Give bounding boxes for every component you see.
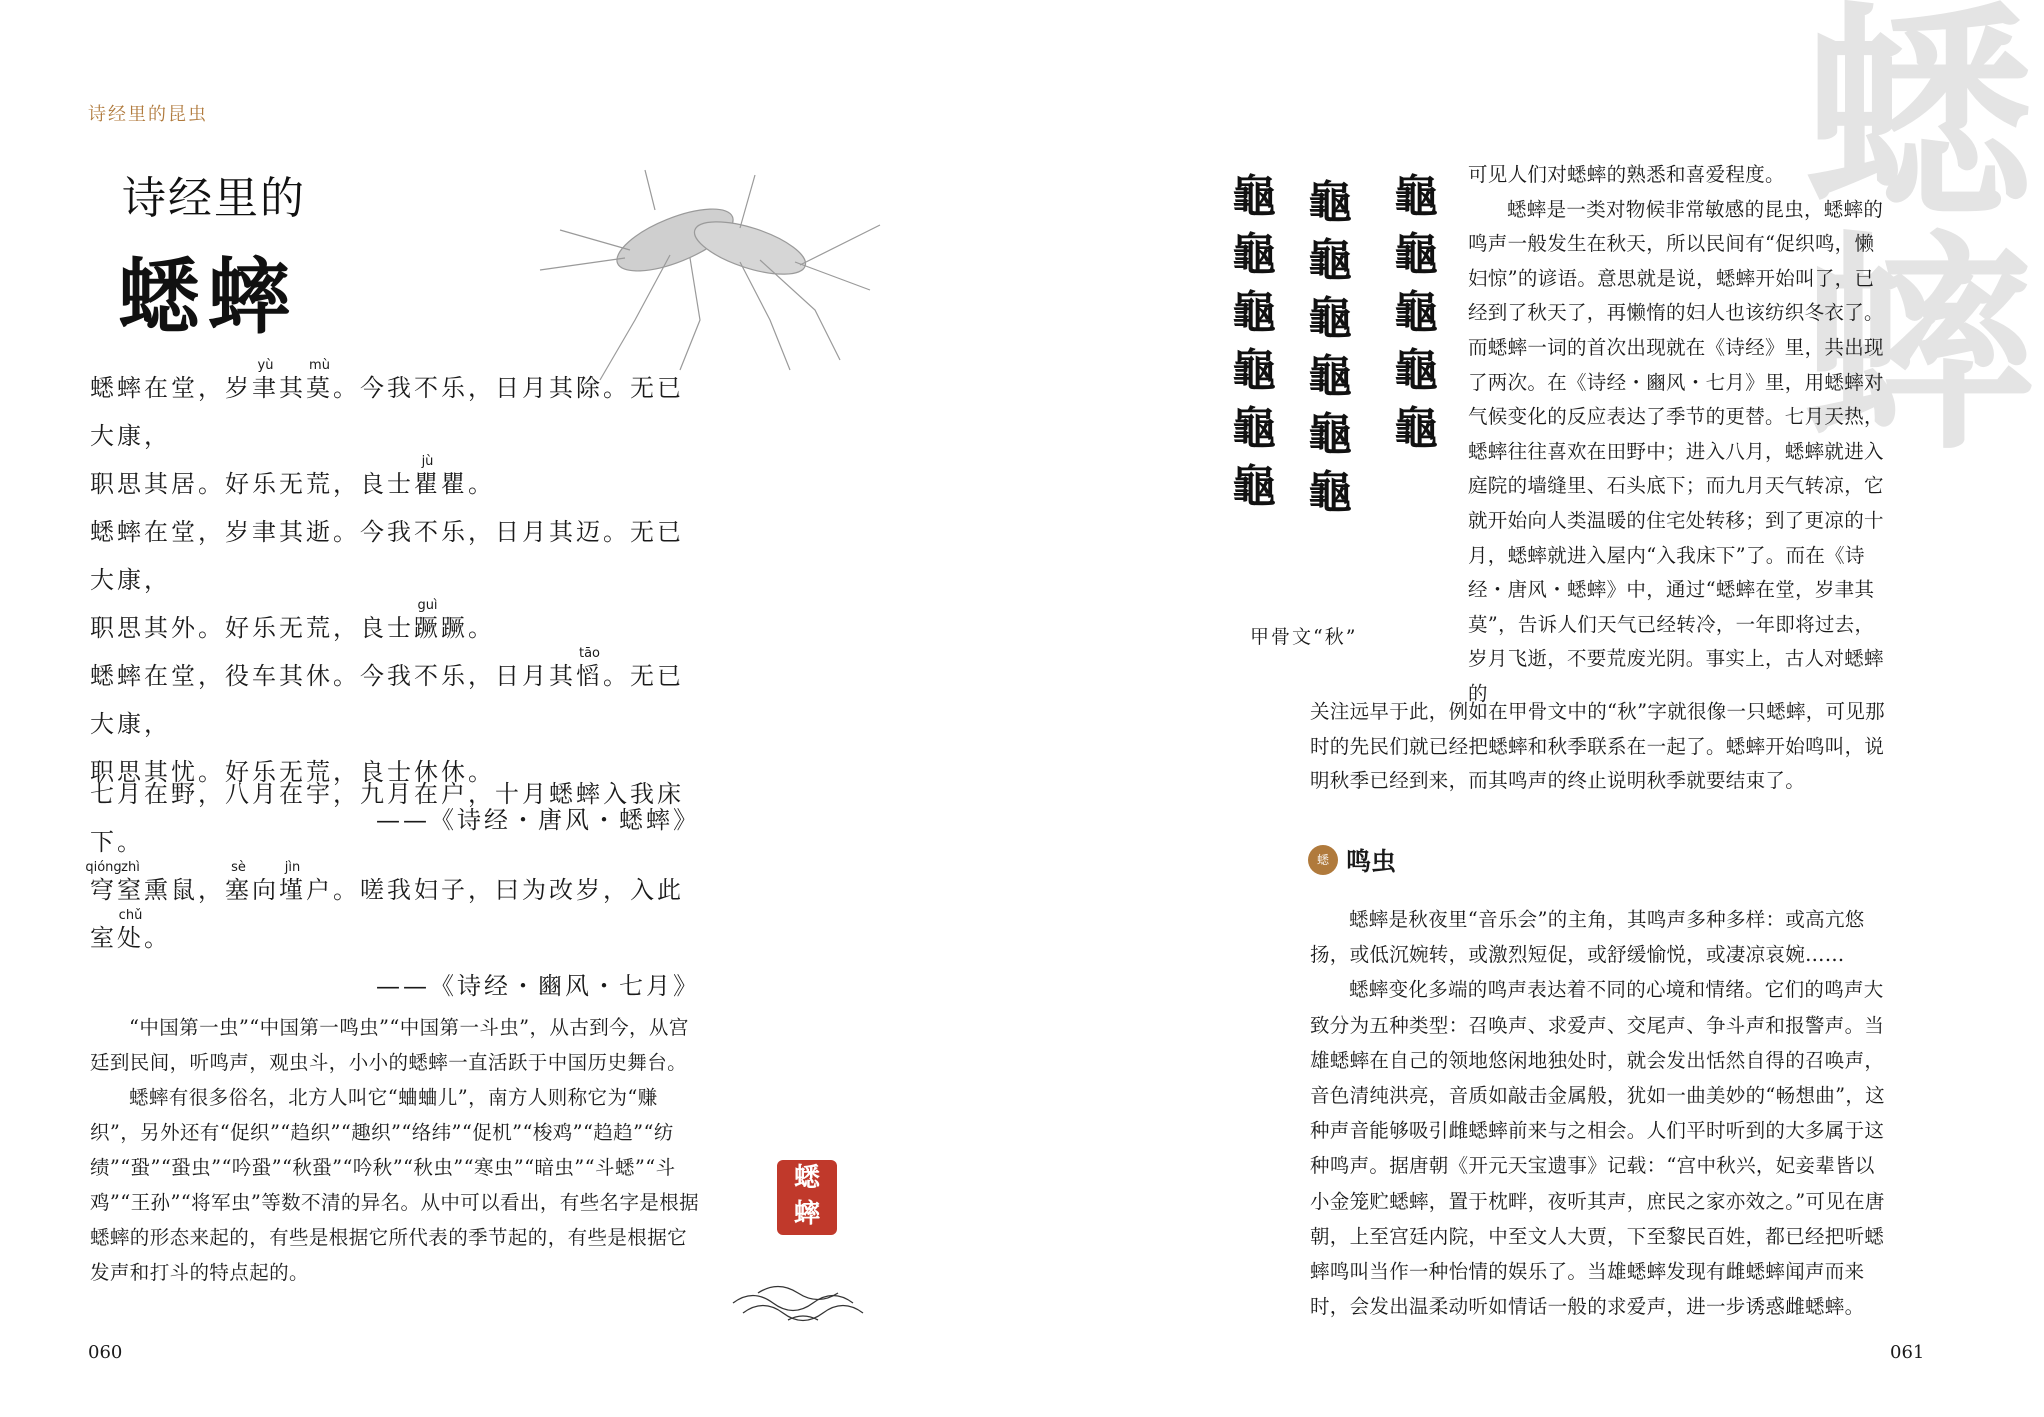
running-head: 诗经里的昆虫 [88,104,208,125]
paragraph: 关注远早于此，例如在甲骨文中的“秋”字就很像一只蟋蟀，可见那时的先民们就已经把蟋蟀和秋季联系在一起了。蟋蟀开始鸣叫，说明秋季已经到来，而其鸣声的终止说明秋季就要结束了。 [1310,700,1885,793]
poem-line: 蟋蟀在堂，岁聿其逝。今我不乐，日月其迈。无已大康， [90,518,684,594]
oracle-caption: 甲骨文“秋” [1250,626,1358,648]
title-prefix: 诗经里的 [122,173,306,224]
annotated-char: 塞 sè [225,860,252,904]
oracle-column-2 [1290,174,1370,522]
watermark-char: 蟀 [1803,210,2034,480]
oracle-glyph: 龜 [1308,177,1352,228]
pinyin-annotation: mù [309,358,330,373]
oracle-glyph: 龜 [1232,403,1276,454]
oracle-glyph: 龜 [1232,287,1276,338]
poem-line: 七月在野，八月在宇，九月在户，十月蟋蟀入我床下。 [90,780,684,856]
oracle-glyph: 龜 [1394,345,1438,396]
pinyin-annotation: chǔ [118,908,143,923]
section-title: 鸣虫 [1346,847,1397,876]
annotated-char: 聿 yù [252,358,279,402]
oracle-glyph: 龜 [1232,229,1276,280]
paragraph: 可见人们对蟋蟀的熟悉和喜爱程度。 [1468,163,1785,186]
pinyin-annotation: jìn [284,860,301,875]
poem-source: ——《诗经・唐风・蟋蟀》 [376,806,700,834]
right-body-wide [1310,695,1885,799]
annotated-char: 瞿 jù [414,454,441,498]
cricket-illustration [540,170,880,385]
oracle-glyph: 龜 [1394,403,1438,454]
pinyin-annotation: qióng [85,860,122,875]
section-body [1310,902,1888,1324]
section-badge-icon: 蟋 [1308,845,1338,875]
pinyin-annotation: guì [417,598,438,613]
annotated-char: 墐 jìn [279,860,306,904]
paragraph: 蟋蟀有很多俗名，北方人叫它“蛐蛐儿”，南方人则称它为“赚织”，另外还有“促织”“趋织”“趣织”“络纬”“促机”“梭鸡”“趋趋”“纺绩”“蛩”“蛩虫”“吟蛩”“秋蛩”“吟秋”“秋虫”“寒虫”“暗虫”“斗蟋”“斗鸡”“王孙”“将军虫”等数不清的异名。从中可以看出，有些名字是根据蟋蟀的形态来起的，有些是根据它所代表的季节起的，有些是根据它发声和打斗的特点起的。 [90,1086,700,1284]
red-seal-stamp [777,1160,837,1235]
poem-source: ——《诗经・豳风・七月》 [376,972,700,1000]
left-body-text [90,1010,702,1290]
poem-line: 职思其居。好乐无荒，良士瞿 jù 瞿。 [90,460,700,508]
oracle-glyph: 龜 [1308,235,1352,286]
poem-line: 穹 qióng 窒 zhì 熏鼠，塞 sè 向墐 jìn 户。嗟我妇子，曰为改岁，入此 [90,866,700,914]
page-title: 蟋蟀 [118,249,299,345]
pinyin-annotation: jù [421,454,434,469]
oracle-glyph: 龜 [1232,461,1276,512]
oracle-glyph: 龜 [1308,467,1352,518]
oracle-column-3 [1376,168,1456,458]
poem-line: 职思其忧。好乐无荒，良士休休。 [90,758,495,786]
poem-line: 室处 chǔ 。 [90,914,700,962]
pinyin-annotation: yù [257,358,274,373]
annotated-char: 莫 mù [306,358,333,402]
oracle-column-1 [1214,168,1294,516]
pinyin-annotation: zhì [121,860,140,875]
annotated-char: 穹 qióng [85,860,122,904]
annotated-char: 蹶 guì [414,598,441,642]
right-body-narrow [1468,158,1886,712]
page-number-right: 061 [1890,1342,1925,1363]
annotated-char: 处 chǔ [117,908,144,952]
annotated-char: 慆 tāo [576,646,603,690]
poem-line: 蟋蟀在堂，岁聿 yù 其莫 mù 。今我不乐，日月其除。无已大康， [90,358,684,450]
oracle-glyph: 龜 [1394,171,1438,222]
annotated-char: 窒 zhì [117,860,144,904]
seal-glyph: 蟋 [793,1163,820,1193]
wave-ornament [728,1268,868,1328]
paragraph: “中国第一虫”“中国第一鸣虫”“中国第一斗虫”，从古到今，从宫廷到民间，听鸣声，观虫斗，小小的蟋蟀一直活跃于中国历史舞台。 [90,1016,689,1074]
paragraph: 蟋蟀是秋夜里“音乐会”的主角，其鸣声多种多样：或高亢悠扬，或低沉婉转，或激烈短促，或舒缓愉悦，或凄凉哀婉…… [1310,908,1865,967]
paragraph: 蟋蟀变化多端的鸣声表达着不同的心境和情绪。它们的鸣声大致分为五种类型：召唤声、求爱声、交尾声、争斗声和报警声。当雄蟋蟀在自己的领地悠闲地独处时，就会发出恬然自得的召唤声，音色清纯洪亮，音质如敲击金属般，犹如一曲美妙的“畅想曲”，这种声音能够吸引雌蟋蟀前来与之相会。人们平时听到的大多属于这种鸣声。据唐朝《开元天宝遗事》记载：“宫中秋兴，妃妾辈皆以小金笼贮蟋蟀，置于枕畔，夜听其声，庶民之家亦效之。”可见在唐朝，上至宫廷内院，中至文人大贾，下至黎民百姓，都已经把听蟋蟀鸣叫当作一种怡情的娱乐了。当雄蟋蟀发现有雌蟋蟀闻声而来时，会发出温柔动听如情话一般的求爱声，进一步诱惑雌蟋蟀。 [1310,978,1885,1319]
pinyin-annotation: tāo [578,646,601,661]
poem-line: 职思其外。好乐无荒，良士蹶 guì 蹶。 [90,604,700,652]
page-number-left: 060 [88,1342,123,1363]
seal-glyph: 蟀 [793,1199,820,1229]
oracle-glyph: 龜 [1308,293,1352,344]
oracle-glyph: 龜 [1308,409,1352,460]
pinyin-annotation: sè [231,860,246,875]
watermark-char: 蟋 [1803,0,2034,250]
oracle-glyph: 龜 [1232,345,1276,396]
paragraph: 蟋蟀是一类对物候非常敏感的昆虫，蟋蟀的鸣声一般发生在秋天，所以民间有“促织鸣，懒妇惊”的谚语。意思就是说，蟋蟀开始叫了，已经到了秋天了，再懒惰的妇人也该纺织冬衣了。而蟋蟀一词的首次出现就在《诗经》里，共出现了两次。在《诗经・豳风・七月》里，用蟋蟀对气候变化的反应表达了季节的更替。七月天热，蟋蟀往往喜欢在田野中；进入八月，蟋蟀就进入庭院的墙缝里、石头底下；而九月天气转凉，它就开始向人类温暖的住宅处转移；到了更凉的十月，蟋蟀就进入屋内“入我床下”了。而在《诗经・唐风・蟋蟀》中，通过“蟋蟀在堂，岁聿其莫”，告诉人们天气已经转冷，一年即将过去，岁月飞逝，不要荒废光阴。事实上，古人对蟋蟀的 [1468,197,1884,705]
oracle-glyph: 龜 [1308,351,1352,402]
oracle-glyph: 龜 [1394,229,1438,280]
poem-binfeng [85,770,700,1010]
oracle-glyph: 龜 [1394,287,1438,338]
poem-line: 蟋蟀在堂，役车其休。今我不乐，日月其慆 tāo 。无已大康， [90,646,684,738]
oracle-glyph: 龜 [1232,171,1276,222]
